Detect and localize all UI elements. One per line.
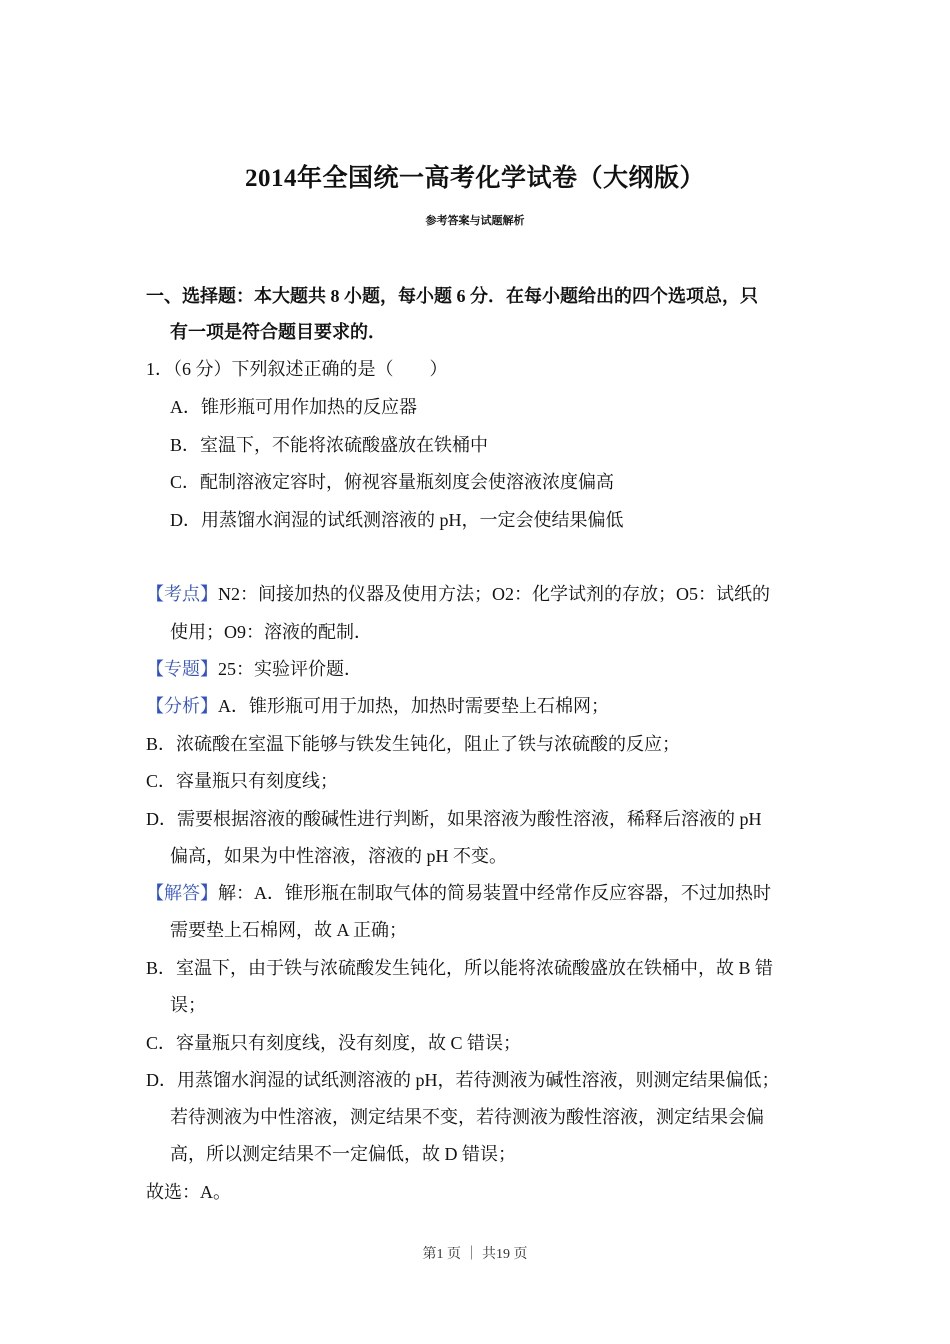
zhuanti-tag: 【专题】 (146, 659, 218, 679)
fenxi-tag: 【分析】 (146, 696, 218, 716)
fenxi-line2: B．浓硫酸在室温下能够与铁发生钝化，阻止了铁与浓硫酸的反应； (146, 734, 681, 754)
option-a: A．锥形瓶可用作加热的反应器 (170, 397, 417, 417)
jieda-line1 (146, 881, 771, 905)
jieda-line4: 误； (170, 995, 206, 1015)
fenxi-text: A．锥形瓶可用于加热，加热时需要垫上石棉网； (218, 696, 609, 716)
fenxi-line5: 偏高，如果为中性溶液，溶液的 pH 不变。 (170, 846, 507, 866)
kaodian-line2: 使用；O9：溶液的配制． (170, 622, 372, 642)
zhuanti-line (146, 657, 362, 681)
jieda-line8: 高，所以测定结果不一定偏低，故 D 错误； (170, 1144, 516, 1164)
question-stem: 1．（6 分）下列叙述正确的是（ ） (146, 359, 448, 379)
kaodian-tag: 【考点】 (146, 584, 218, 604)
page-footer: 第1 页 ｜ 共19 页 (422, 1247, 528, 1262)
option-c: C．配制溶液定容时，俯视容量瓶刻度会使溶液浓度偏高 (170, 472, 615, 492)
jieda-line7: 若待测液为中性溶液，测定结果不变，若待测液为酸性溶液，测定结果会偏 (170, 1107, 764, 1127)
kaodian-line1 (146, 582, 770, 606)
kaodian-text: N2：间接加热的仪器及使用方法；O2：化学试剂的存放；O5：试纸的 (218, 584, 770, 604)
section-heading-line1: 一、选择题：本大题共 8 小题，每小题 6 分．在每小题给出的四个选项总，只 (146, 286, 758, 306)
zhuanti-text: 25：实验评价题． (218, 659, 362, 679)
jieda-text: 解：A．锥形瓶在制取气体的简易装置中经常作反应容器，不过加热时 (218, 883, 771, 903)
fenxi-line3: C．容量瓶只有刻度线； (146, 771, 339, 791)
jieda-line3: B．室温下，由于铁与浓硫酸发生钝化，所以能将浓硫酸盛放在铁桶中，故 B 错 (146, 958, 774, 978)
jieda-line2: 需要垫上石棉网，故 A 正确； (170, 920, 408, 940)
jieda-line6: D．用蒸馏水润湿的试纸测溶液的 pH，若待测液为碱性溶液，则测定结果偏低； (146, 1070, 780, 1090)
option-d: D．用蒸馏水润湿的试纸测溶液的 pH，一定会使结果偏低 (170, 510, 624, 530)
fenxi-line1 (146, 694, 609, 718)
option-b: B．室温下，不能将浓硫酸盛放在铁桶中 (170, 435, 489, 455)
page-subtitle: 参考答案与试题解析 (425, 215, 525, 227)
jieda-line5: C．容量瓶只有刻度线，没有刻度，故 C 错误； (146, 1033, 522, 1053)
jieda-tag: 【解答】 (146, 883, 218, 903)
section-heading-line2: 有一项是符合题目要求的． (170, 322, 386, 342)
page-title: 2014年全国统一高考化学试卷（大纲版） (244, 165, 705, 192)
jieda-line9: 故选：A。 (146, 1182, 231, 1202)
fenxi-line4: D．需要根据溶液的酸碱性进行判断，如果溶液为酸性溶液，稀释后溶液的 pH (146, 809, 762, 829)
